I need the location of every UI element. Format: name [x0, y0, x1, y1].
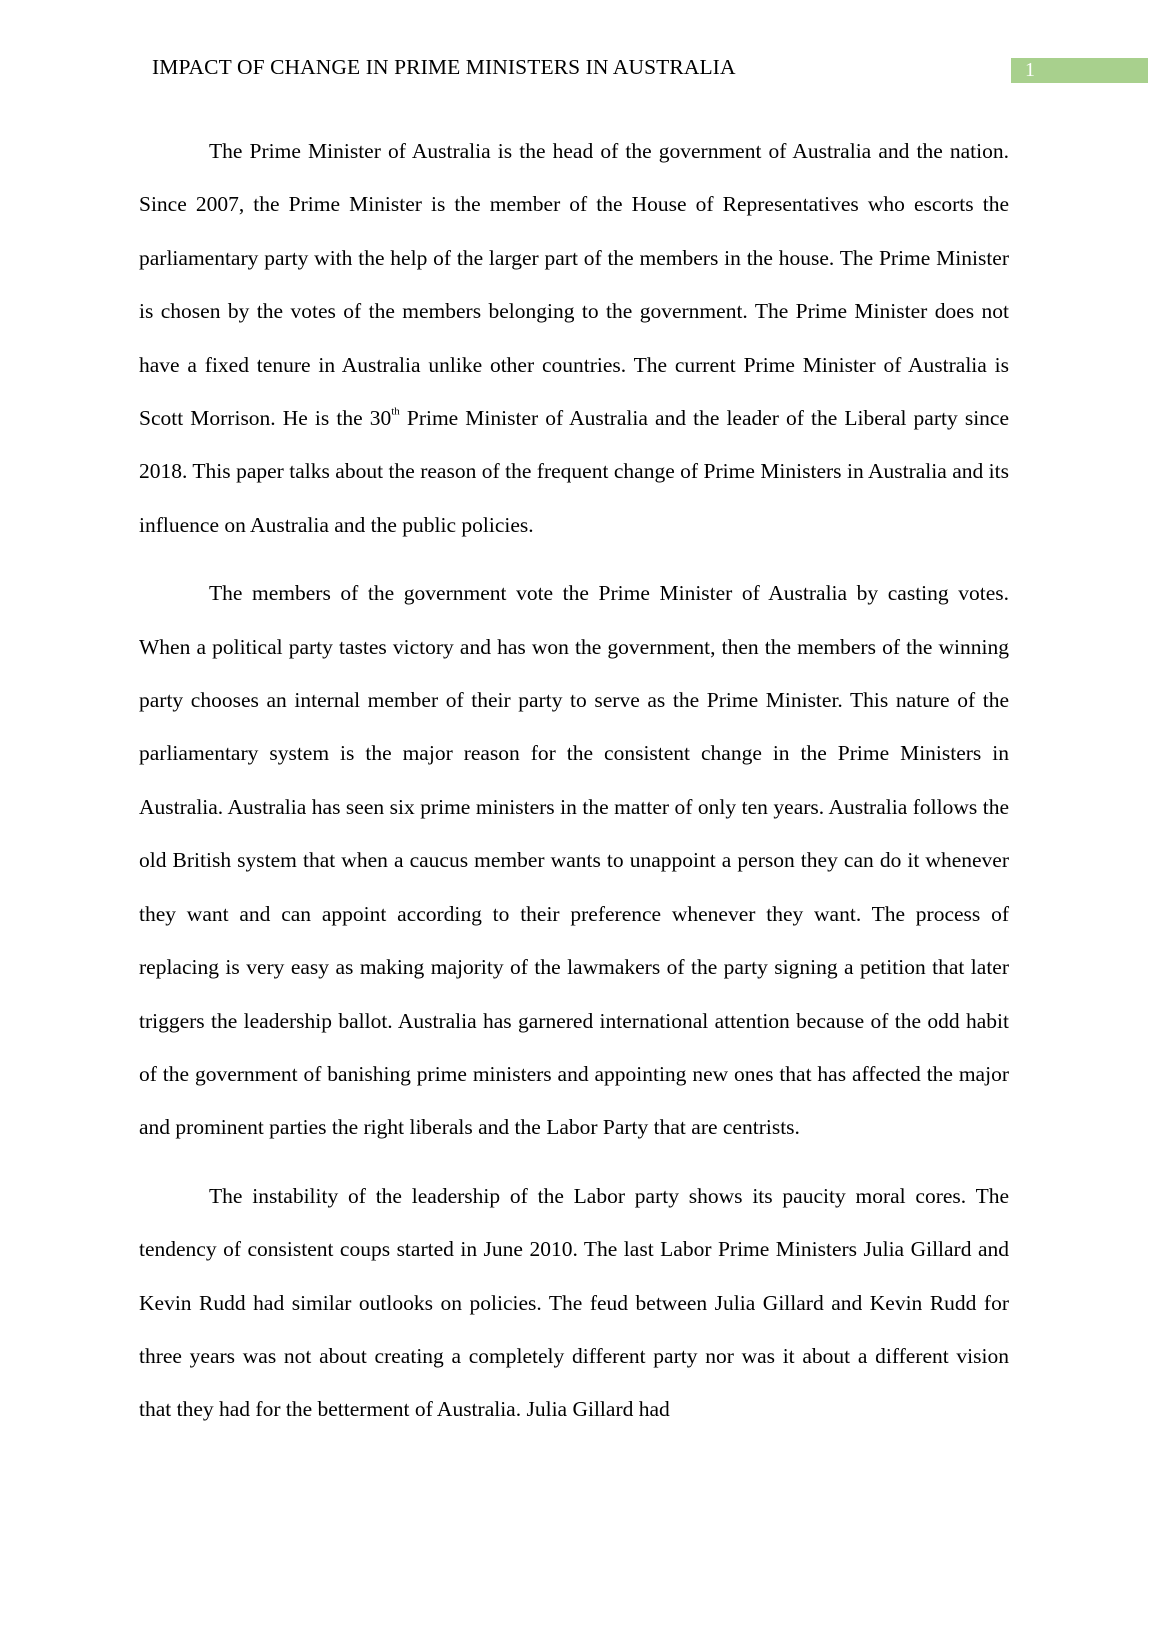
paragraph-1	[139, 125, 1009, 552]
paragraph-3: The instability of the leadership of the Labor party shows its paucity moral cores. The tendency of consistent coups started in June 2010. The last Labor Prime Ministers Julia Gillard and Kevin Rudd had similar outlooks on policies. The feud between Julia Gillard and Kevin Rudd for three years was not about creating a completely different party nor was it about a different vision that they had for the betterment of Australia. Julia Gillard had	[139, 1183, 1009, 1422]
ordinal-superscript: th	[391, 405, 400, 418]
paragraph-1-text-end: Prime Minister of Australia and the leader of the Liberal party since 2018. This paper talks about the reason of the frequent change of Prime Ministers in Australia and its influence on Australia and the public policies.	[139, 406, 1009, 537]
paragraph-2: The members of the government vote the Prime Minister of Australia by casting votes. When a political party tastes victory and has won the government, then the members of the winning party chooses an internal member of their party to serve as the Prime Minister. This nature of the parliamentary system is the major reason for the consistent change in the Prime Ministers in Australia. Australia has seen six prime ministers in the matter of only ten years. Australia follows the old British system that when a caucus member wants to unappoint a person they can do it whenever they want and can appoint according to their preference whenever they want. The process of replacing is very easy as making majority of the lawmakers of the party signing a petition that later triggers the leadership ballot. Australia has garnered international attention because of the odd habit of the government of banishing prime ministers and appointing new ones that has affected the major and prominent parties the right liberals and the Labor Party that are centrists.	[139, 581, 1009, 1140]
page-number-box	[1011, 58, 1148, 83]
running-head: IMPACT OF CHANGE IN PRIME MINISTERS IN AUSTRALIA	[152, 55, 736, 79]
page-number: 1	[1025, 59, 1035, 81]
paragraph-1-text-start: The Prime Minister of Australia is the head of the government of Australia and the nation. Since 2007, the Prime Minister is the member of the House of Representatives who escorts the parliamentary party with the help of the larger part of the members in the house. The Prime Minister is chosen by the votes of the members belonging to the government. The Prime Minister does not have a fixed tenure in Australia unlike other countries. The current Prime Minister of Australia is Scott Morrison. He is the 30	[139, 139, 1009, 431]
document-body	[139, 125, 1009, 1452]
